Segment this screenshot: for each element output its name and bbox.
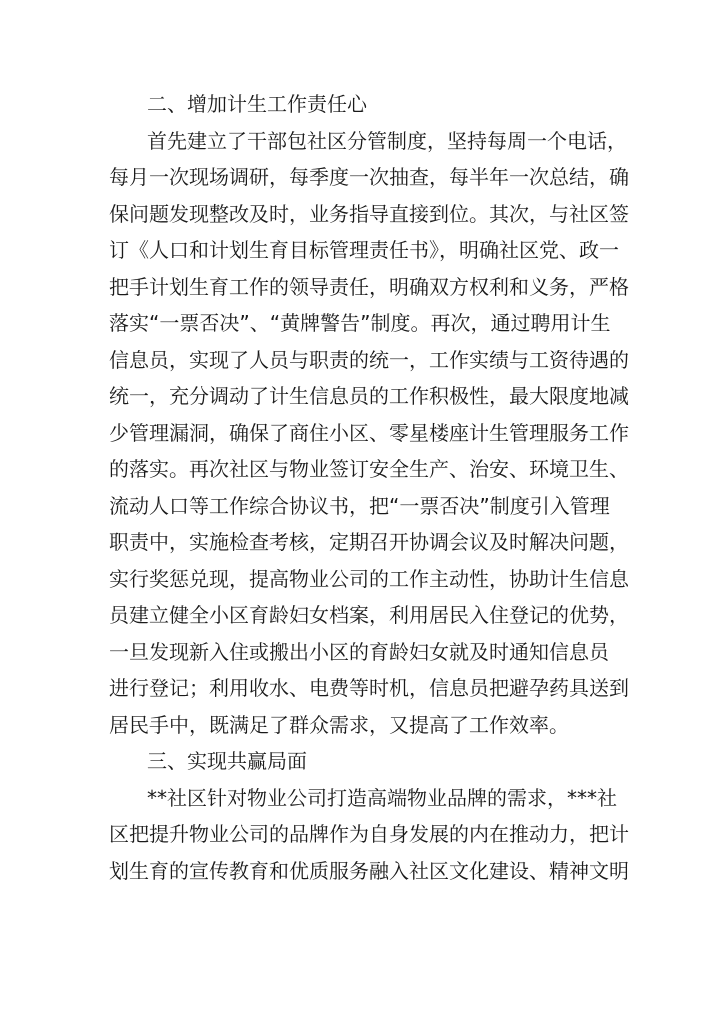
- paragraph-1-line: 落实“一票否决”、“黄牌警告”制度。再次，通过聘用计生: [109, 311, 611, 335]
- section-heading-3: 三、实现共赢局面: [147, 749, 307, 773]
- paragraph-1-line: 的落实。再次社区与物业签订安全生产、治安、环境卫生、: [109, 457, 629, 481]
- paragraph-1-line: 订《人口和计划生育目标管理责任书》，明确社区党、政一: [109, 238, 619, 262]
- paragraph-1-line: 统一，充分调动了计生信息员的工作积极性，最大限度地减: [109, 384, 629, 408]
- paragraph-1-line: 把手计划生育工作的领导责任，明确双方权利和义务，严格: [109, 274, 629, 299]
- paragraph-1-line: 实行奖惩兑现，提高物业公司的工作主动性，协助计生信息: [109, 566, 629, 591]
- paragraph-1-line: 职责中，实施检查考核，定期召开协调会议及时解决问题，: [109, 530, 629, 554]
- paragraph-1-line: 信息员，实现了人员与职责的统一，工作实绩与工资待遇的: [109, 347, 629, 372]
- paragraph-1-line: 员建立健全小区育龄妇女档案，利用居民入住登记的优势，: [109, 603, 629, 627]
- paragraph-1-line: 每月一次现场调研，每季度一次抽查，每半年一次总结，确: [109, 165, 629, 189]
- paragraph-1-line: 首先建立了干部包社区分管制度，坚持每周一个电话，: [147, 128, 627, 153]
- paragraph-2-line: 划生育的宣传教育和优质服务融入社区文化建设、精神文明: [109, 858, 629, 883]
- paragraph-2-line: 区把提升物业公司的品牌作为自身发展的内在推动力，把计: [109, 822, 629, 846]
- paragraph-2-line: **社区针对物业公司打造高端物业品牌的需求，***社: [147, 785, 617, 810]
- paragraph-1-last-line: 居民手中，既满足了群众需求，又提高了工作效率。: [109, 712, 569, 737]
- section-heading-2: 二、增加计生工作责任心: [147, 92, 367, 116]
- paragraph-1-line: 流动人口等工作综合协议书，把“一票否决”制度引入管理: [109, 493, 610, 518]
- paragraph-1-line: 一旦发现新入住或搬出小区的育龄妇女就及时通知信息员: [109, 639, 609, 664]
- paragraph-1-line: 少管理漏洞，确保了商住小区、零星楼座计生管理服务工作: [109, 420, 629, 445]
- document-body: [109, 86, 629, 889]
- paragraph-1-line: 保问题发现整改及时，业务指导直接到位。其次，与社区签: [109, 201, 629, 226]
- paragraph-1-line: 进行登记；利用收水、电费等时机，信息员把避孕药具送到: [109, 676, 629, 700]
